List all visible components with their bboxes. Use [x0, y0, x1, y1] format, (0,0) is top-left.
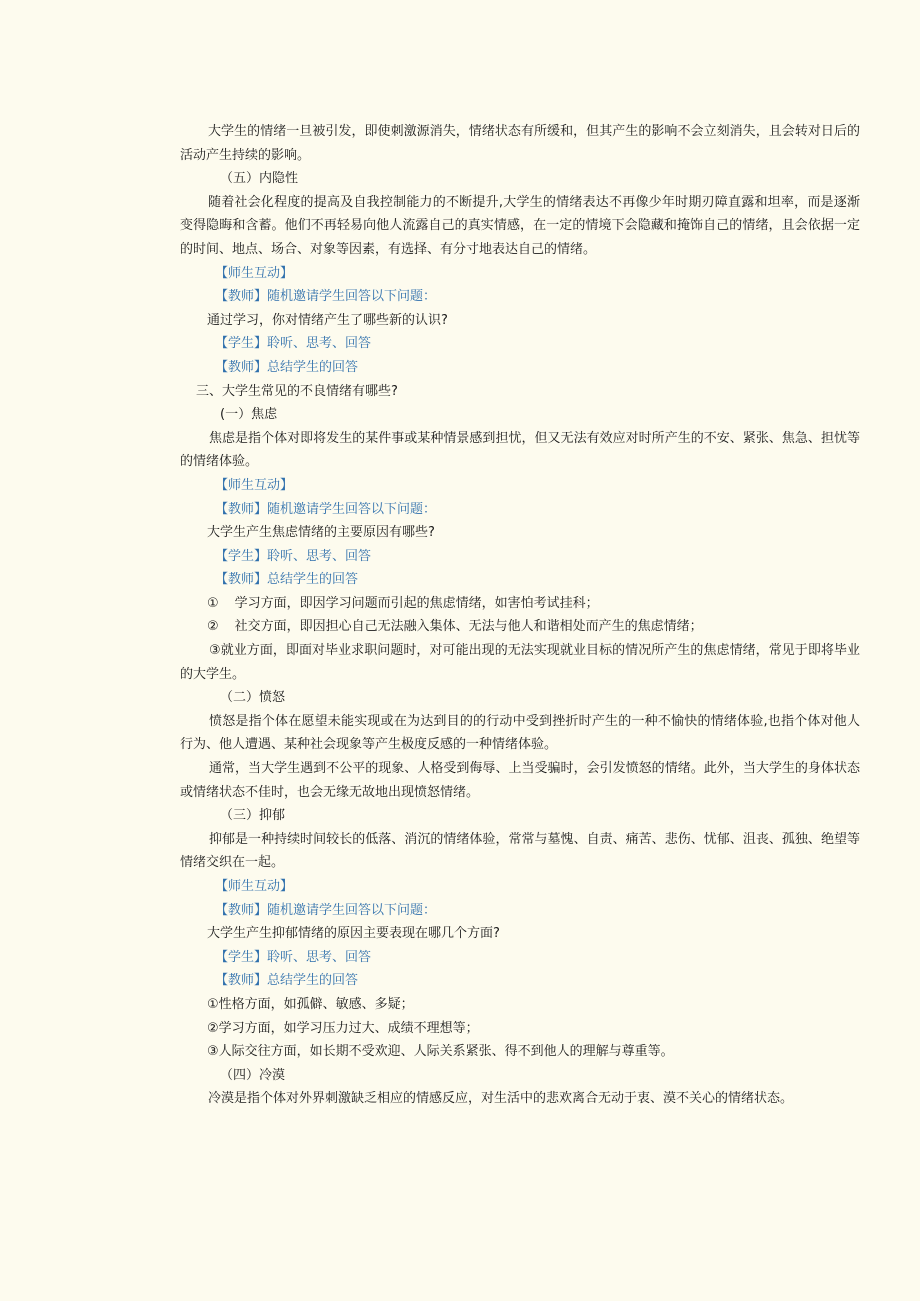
list-marker: ① [207, 595, 219, 611]
question-text: 大学生产生抑郁情绪的原因主要表现在哪几个方面? [207, 926, 500, 942]
heading-depression: （三）抑郁 [220, 808, 286, 824]
paragraph-persistence: 大学生的情绪一旦被引发，即使刺激源消失，情绪状态有所缓和，但其产生的影响不会立刻消失，且会转对日后的活动产生持续的影响。 [180, 124, 860, 163]
interaction-label: 【师生互动】 [215, 477, 294, 493]
teacher-summary: 【教师】总结学生的回答 [215, 572, 359, 588]
paragraph-anger-causes: 通常，当大学生遇到不公平的现象、人格受到侮辱、上当受骗时，会引发愤怒的情绪。此外，当大学生的身体状态或情绪状态不佳时，也会无缘无故地出现愤怒情绪。 [180, 761, 860, 800]
question-text: 通过学习，你对情绪产生了哪些新的认识? [207, 312, 448, 328]
list-item-text: 学习方面，即因学习问题而引起的焦虑情绪，如害怕考试挂科； [234, 595, 599, 611]
paragraph-apathy: 冷漠是指个体对外界刺激缺乏相应的情感反应，对生活中的悲欢离合无动于衷、漠不关心的情绪状态。 [208, 1091, 794, 1107]
paragraph-implicitness: 随着社会化程度的提高及自我控制能力的不断提升,大学生的情绪表达不再像少年时期刃障直露和坦率，而是逐渐变得隐晦和含蓄。他们不再轻易向他人流露自己的真实情感，在一定的情境下会隐藏和掩饰自己的情绪，且会依据一定的时间、地点、场合、对象等因素，有选择、有分寸地表达自己的情绪。 [180, 194, 860, 257]
paragraph-anger-definition: 愤怒是指个体在愿望未能实现或在为达到目的的行动中受到挫折时产生的一种不愉快的情绪体验,也指个体对他人行为、他人遭遇、某种社会现象等产生极度反感的一种情绪体验。 [180, 713, 860, 753]
list-item [180, 615, 860, 639]
teacher-summary: 【教师】总结学生的回答 [215, 973, 359, 989]
list-item: ③人际交往方面，如长期不受欢迎、人际关系紧张、得不到他人的理解与尊重等。 [207, 1044, 674, 1060]
teacher-prompt: 【教师】随机邀请学生回答以下问题： [215, 501, 437, 517]
heading-implicitness: （五）内隐性 [220, 171, 299, 187]
teacher-summary: 【教师】总结学生的回答 [215, 359, 359, 375]
question-text: 大学生产生焦虑情绪的主要原因有哪些? [207, 525, 435, 541]
interaction-label: 【师生互动】 [215, 879, 294, 894]
heading-anxiety: (一）焦虑 [220, 407, 278, 423]
interaction-label: 【师生互动】 [215, 265, 294, 281]
teacher-prompt: 【教师】随机邀请学生回答以下问题： [215, 902, 437, 918]
list-item: ①性格方面，如孤僻、敏感、多疑； [207, 996, 414, 1012]
section-heading: 三、大学生常见的不良情绪有哪些? [196, 383, 398, 399]
paragraph-anxiety: 焦虑是指个体对即将发生的某件事或某种情景感到担忧，但又无法有效应对时所产生的不安、紧张、焦急、担忧等的情绪体验。 [180, 430, 860, 470]
student-response: 【学生】聆听、思考、回答 [215, 548, 372, 564]
paragraph-depression: 抑郁是一种持续时间较长的低落、消沉的情绪体验，常常与墓愧、自责、痛苦、悲伤、忧郁、沮丧、孤独、绝望等情绪交织在一起。 [180, 831, 860, 871]
list-item: ③就业方面，即面对毕业求职问题时，对可能出现的无法实现就业目标的情况所产生的焦虑情绪，常见于即将毕业的大学生。 [180, 643, 860, 682]
heading-anger: （二）愤怒 [220, 690, 286, 706]
document-body [180, 120, 860, 1111]
list-item: ②学习方面，如学习压力过大、成绩不理想等； [207, 1020, 479, 1036]
heading-apathy: （四）冷漠 [220, 1067, 286, 1083]
student-response: 【学生】聆听、思考、回答 [215, 336, 372, 352]
list-item [180, 592, 860, 616]
list-marker: ② [207, 619, 219, 635]
list-item-text: 社交方面，即因担心自己无法融入集体、无法与他人和谐相处而产生的焦虑情绪； [234, 619, 703, 635]
teacher-prompt: 【教师】随机邀请学生回答以下问题： [215, 289, 437, 305]
student-response: 【学生】聆听、思考、回答 [215, 949, 372, 965]
